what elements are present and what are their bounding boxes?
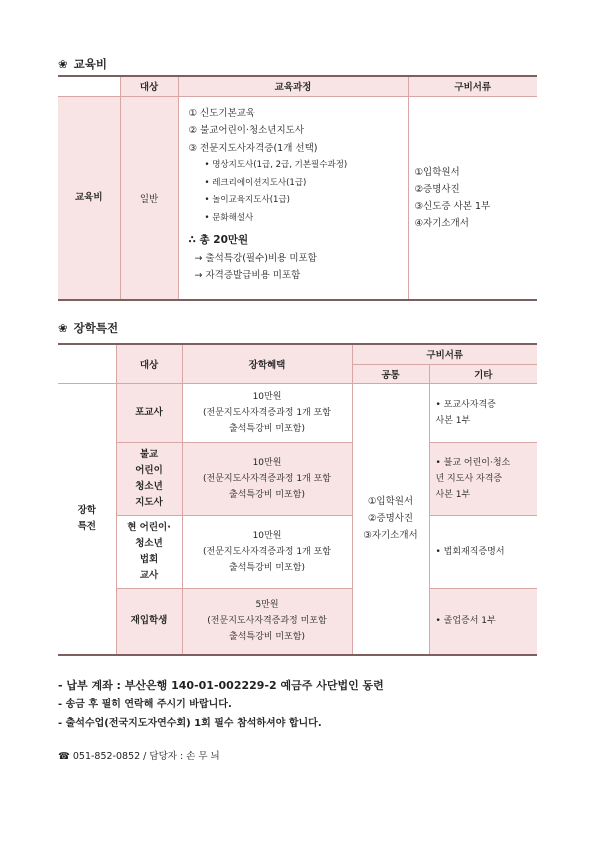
- section-title-tuition: ❀ 교육비: [58, 57, 107, 71]
- section-title-scholarship: ❀ 장학특전: [58, 321, 119, 335]
- flower-icon: ❀: [58, 57, 68, 71]
- document-item: ①입학원서: [367, 496, 414, 508]
- curriculum-sub-item: • 놀이교육지도사(1급): [204, 195, 290, 205]
- curriculum-sub-item: • 문화해설사: [204, 212, 254, 223]
- scholarship-table: [58, 343, 537, 656]
- curriculum-sub-item: • 명상지도사(1급, 2급, 기본필수과정): [204, 160, 348, 170]
- curriculum-cell: [178, 96, 408, 300]
- scholarship-row: [58, 383, 537, 442]
- curriculum-total: ∴ 총 20만원: [188, 234, 249, 246]
- documents-cell: [408, 96, 537, 300]
- benefit-cell: 10만원 (전문지도사자격증과정 1개 포함 출석특강비 미포함): [182, 383, 352, 442]
- note-line: - 납부 계좌 : 부산은행 140-01-002229-2 예금주 사단법인 동련: [58, 679, 384, 692]
- tuition-header-row: [58, 76, 537, 96]
- document-item: ②증명사진: [367, 513, 414, 525]
- scholarship-row: [58, 442, 537, 515]
- etc-cell: • 졸업증서 1부: [429, 588, 537, 655]
- tuition-table: [58, 75, 537, 301]
- header-documents: 구비서류: [408, 76, 537, 96]
- document-item: ③자기소개서: [363, 530, 418, 542]
- target-cell: 불교 어린이 청소년 지도사: [116, 442, 182, 515]
- header-target: 대상: [120, 76, 178, 96]
- curriculum-item: ① 신도기본교육: [188, 107, 256, 119]
- target-cell: 현 어린이· 청소년 법회 교사: [116, 515, 182, 588]
- target-general: 일반: [120, 96, 178, 300]
- header-etc: 기타: [429, 364, 537, 383]
- flower-icon: ❀: [58, 321, 68, 335]
- header-common: 공통: [352, 364, 429, 383]
- curriculum-item: ③ 전문지도사자격증(1개 선택): [188, 142, 318, 154]
- row-label-tuition: 교육비: [58, 96, 120, 300]
- target-cell: 포교사: [116, 383, 182, 442]
- note-line: - 출석수업(전국지도자연수회) 1회 필수 참석하셔야 합니다.: [58, 718, 322, 729]
- header-documents: 구비서류: [352, 344, 537, 364]
- row-label-scholarship: 장학 특전: [58, 383, 116, 655]
- note-line: - 송금 후 필히 연락해 주시기 바랍니다.: [58, 699, 232, 710]
- curriculum-note: → 자격증발급비용 미포함: [194, 270, 301, 281]
- benefit-cell: 10만원 (전문지도사자격증과정 1개 포함 출석특강비 미포함): [182, 442, 352, 515]
- contact-info: ☎ 051-852-0852 / 담당자 : 손 무 늬: [58, 751, 220, 762]
- curriculum-sub-item: • 레크리에이션지도사(1급): [204, 177, 307, 188]
- common-documents-cell: [352, 383, 429, 655]
- etc-cell: • 포교사자격증 사본 1부: [429, 383, 537, 442]
- document-item: ④자기소개서: [414, 217, 469, 229]
- scholarship-row: [58, 515, 537, 588]
- document-item: ③신도증 사본 1부: [414, 200, 491, 212]
- header-curriculum: 교육과정: [178, 76, 408, 96]
- document-item: ①입학원서: [414, 166, 460, 178]
- curriculum-item: ② 불교어린이·청소년지도사: [188, 125, 305, 136]
- benefit-cell: 5만원 (전문지도사자격증과정 미포함 출석특강비 미포함): [182, 588, 352, 655]
- header-target: 대상: [116, 344, 182, 383]
- benefit-cell: 10만원 (전문지도사자격증과정 1개 포함 출석특강비 미포함): [182, 515, 352, 588]
- tuition-row: [58, 96, 537, 300]
- document-item: ②증명사진: [414, 183, 460, 195]
- payment-notes: [58, 676, 384, 733]
- etc-cell: • 불교 어린이·청소 년 지도사 자격증 사본 1부: [429, 442, 537, 515]
- scholarship-row: [58, 588, 537, 655]
- header-benefit: 장학혜택: [182, 344, 352, 383]
- target-cell: 재입학생: [116, 588, 182, 655]
- curriculum-note: → 출석특강(필수)비용 미포함: [194, 252, 317, 264]
- etc-cell: • 법회재직증명서: [429, 515, 537, 588]
